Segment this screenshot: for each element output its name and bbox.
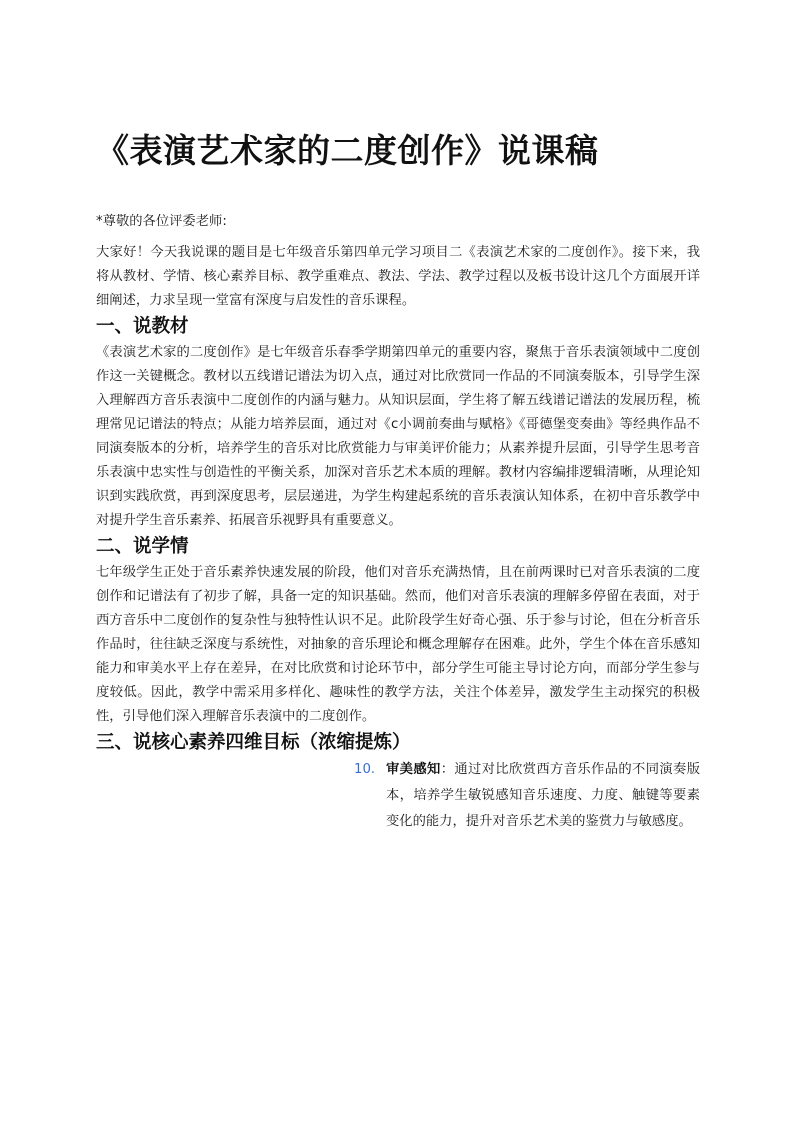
section-heading-core-goals: 三、说核心素养四维目标（浓缩提炼） xyxy=(96,732,411,753)
greeting-line: *尊敬的各位评委老师: xyxy=(96,214,227,229)
list-item xyxy=(354,757,701,835)
list-item-separator: ： xyxy=(440,762,455,777)
core-goals-list xyxy=(96,757,700,835)
list-item-number: 10. xyxy=(354,762,376,777)
list-item-term: 审美感知 xyxy=(386,762,441,777)
document-body xyxy=(96,210,700,835)
section-body-textbook: 《表演艺术家的二度创作》是七年级音乐春季学期第四单元的重要内容，聚焦于音乐表演领域中二度创作这一关键概念。教材以五线谱记谱法为切入点，通过对比欣赏同一作品的不同演奏版本，引导学生深入理解西方音乐表演中二度创作的内涵与魅力。从知识层面，学生将了解五线谱记谱法的发展历程，梳理常见记谱法的特点；从能力培养层面，通过对《c小调前奏曲与赋格》《哥德堡变奏曲》等经典作品不同演奏版本的分析，培养学生的音乐对比欣赏能力与审美评价能力；从素养提升层面，引导学生思考音乐表演中忠实性与创造性的平衡关系，加深对音乐艺术本质的理解。教材内容编排逻辑清晰，从理论知识到实践欣赏，再到深度思考，层层递进，为学生构建起系统的音乐表演认知体系，在初中音乐教学中对提升学生音乐素养、拓展音乐视野具有重要意义。 xyxy=(96,345,700,528)
list-item-text: 通过对比欣赏西方音乐作品的不同演奏版本，培养学生敏锐感知音乐速度、力度、触键等要素变化的能力，提升对音乐艺术美的鉴赏力与敏感度。 xyxy=(386,762,701,829)
section-heading-student-analysis: 二、说学情 xyxy=(96,536,189,557)
intro-paragraph: 大家好！今天我说课的题目是七年级音乐第四单元学习项目二《表演艺术家的二度创作》。接下来，我将从教材、学情、核心素养目标、教学重难点、教法、学法、教学过程以及板书设计这几个方面展开详细阐述，力求呈现一堂富有深度与启发性的音乐课程。 xyxy=(96,245,700,308)
document-title: 《表演艺术家的二度创作》说课稿 xyxy=(96,131,599,170)
section-heading-textbook: 一、说教材 xyxy=(96,316,189,337)
section-body-student-analysis: 七年级学生正处于音乐素养快速发展的阶段，他们对音乐充满热情，且在前两课时已对音乐表演的二度创作和记谱法有了初步了解，具备一定的知识基础。然而，他们对音乐表演的理解多停留在表面，对于西方音乐中二度创作的复杂性与独特性认识不足。此阶段学生好奇心强、乐于参与讨论，但在分析音乐作品时，往往缺乏深度与系统性，对抽象的音乐理论和概念理解存在困难。此外，学生个体在音乐感知能力和审美水平上存在差异，在对比欣赏和讨论环节中，部分学生可能主导讨论方向，而部分学生参与度较低。因此，教学中需采用多样化、趣味性的教学方法，关注个体差异，激发学生主动探究的积极性，引导他们深入理解音乐表演中的二度创作。 xyxy=(96,565,700,724)
